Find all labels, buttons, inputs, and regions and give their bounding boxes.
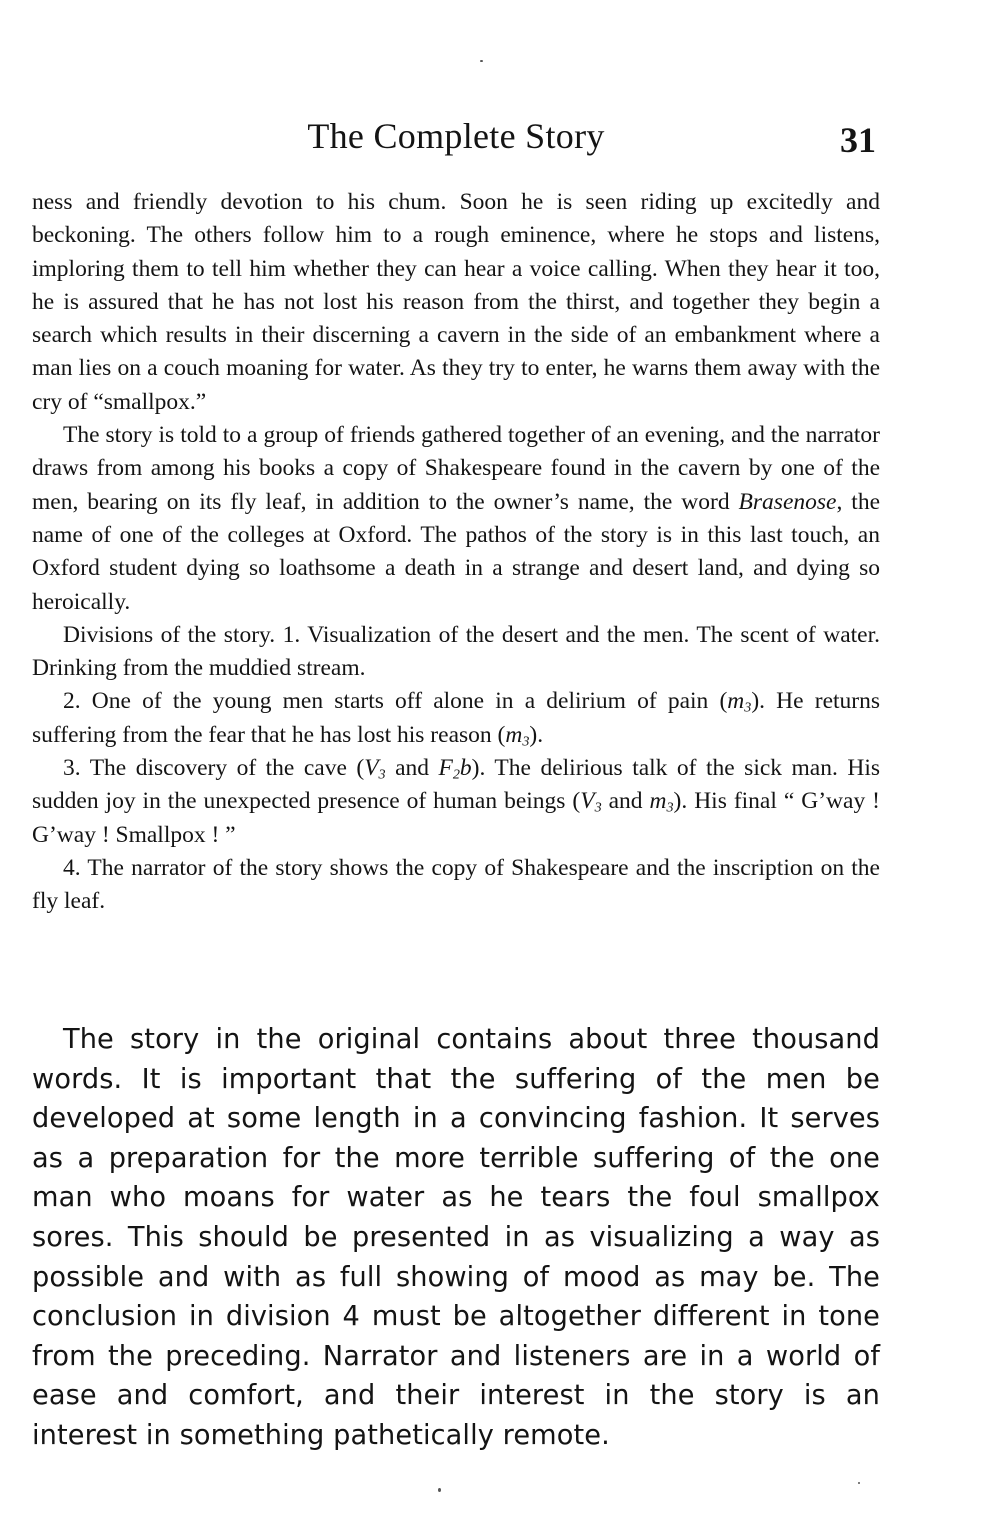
symbol-subscript-3: 3: [522, 733, 530, 750]
division-2-text-b: ). He returns suffering from the fear that he has lost his reason (: [32, 688, 881, 748]
symbol-f-2b: [439, 755, 472, 781]
book-page: [32, 0, 880, 1519]
paragraph-narrator: [32, 419, 880, 619]
running-title: The Complete Story: [307, 116, 605, 156]
symbol-v-letter: V: [580, 788, 595, 815]
symbol-subscript-3: 3: [594, 799, 602, 816]
division-3-text-e: ). His final “ G’way ! G’way ! Smallpox ! ”: [32, 788, 880, 848]
symbol-v-3a: [364, 755, 385, 781]
division-3-text-d: and: [601, 788, 650, 815]
symbol-m-3b: [505, 722, 529, 748]
symbol-m-3c: [650, 788, 674, 814]
symbol-f-letter: F: [438, 755, 453, 782]
brasenose-word: Brasenose: [738, 488, 837, 515]
symbol-subscript-3: 3: [666, 799, 674, 816]
division-3: [32, 752, 880, 852]
symbol-subscript-3: 3: [744, 699, 752, 716]
symbol-v-letter: V: [364, 755, 379, 782]
symbol-m-letter: m: [505, 721, 523, 748]
symbol-subscript-2: 2: [452, 766, 460, 783]
division-4: 4. The narrator of the story shows the copy of Shakespeare and the inscription on the fly leaf.: [32, 854, 880, 915]
division-3-text-c: ). The delirious talk of the sick man. His sudden joy in the unexpected presence of human beings (: [32, 755, 880, 815]
division-3-text-a: 3. The discovery of the cave (: [63, 755, 365, 782]
commentary-paragraph: The story in the original contains about three thousand words. It is important that the suffering of the men be developed at some length in a convincing fashion. It serves as a preparation for the more terrible suffering of the one man who moans for water as he tears the foul smallpox sores. This should be presented in as visualizing a way as possible and with as full showing of mood as may be. The conclusion in division 4 must be altogether different in tone from the preceding. Narrator and listeners are in a world of ease and comfort, and their interest in the story is an interest in something pathetically remote.: [32, 1024, 880, 1451]
symbol-m-letter: m: [727, 688, 745, 715]
division-2-text-c: ).: [529, 721, 544, 748]
scan-speck: [858, 1482, 860, 1484]
running-head: [32, 112, 880, 160]
paragraph-continuation: ness and friendly devotion to his chum. Soon he is seen riding up excitedly and beckoning. The others follow him to a rough eminence, where he stops and listens, imploring them to tell him whether they can hear a voice calling. When they hear it too, he is assured that he has not lost his reason from the thirst, and together they begin a search which results in their discerning a cavern in the side of an embankment where a man lies on a couch moaning for water. As they try to enter, he warns them away with the cry of “smallpox.”: [32, 189, 880, 415]
paragraph-narrator-text-b: , the name of one of the colleges at Oxford. The pathos of the story is in this last touch, an Oxford student dying so loathsome a death in a strange and desert land, and dying so heroically.: [32, 488, 881, 615]
symbol-m-3a: [727, 688, 751, 714]
scan-speck: [480, 60, 483, 62]
symbol-m-letter: m: [649, 788, 667, 815]
division-1: Divisions of the story. 1. Visualization of the desert and the men. The scent of water. Drinking from the muddied stream.: [32, 621, 880, 682]
paragraph-narrator-text-a: The story is told to a group of friends gathered together of an evening, and the narrator draws from among his books a copy of Shakespeare found in the cavern by one of the men, bearing on its fly leaf, in addition to the owner’s name, the word: [32, 422, 880, 515]
page-number: 31: [840, 120, 876, 160]
commentary-block: [32, 1020, 880, 1456]
symbol-subscript-3: 3: [378, 766, 386, 783]
symbol-v-3b: [580, 788, 601, 814]
division-2: [32, 685, 880, 752]
scan-speck: [438, 1488, 441, 1492]
division-2-text-a: 2. One of the young men starts off alone in a delirium of pain (: [63, 688, 728, 715]
division-3-text-b: and: [385, 755, 439, 782]
story-summary: [32, 186, 880, 919]
symbol-b-letter: b: [459, 755, 472, 782]
